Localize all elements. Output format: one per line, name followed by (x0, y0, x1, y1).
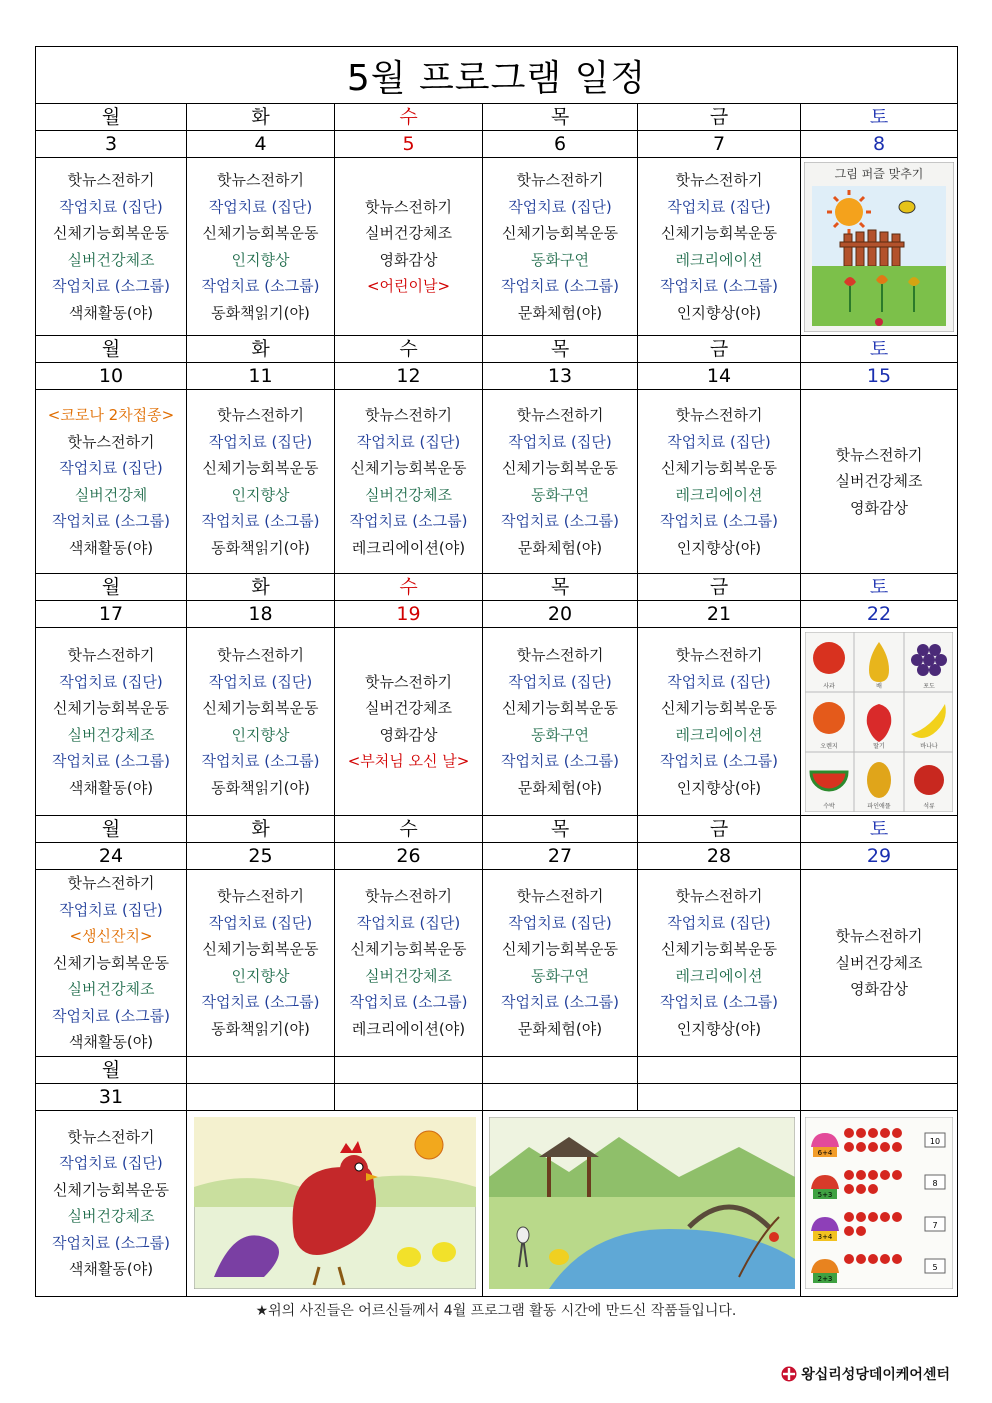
activity-cell (483, 628, 638, 816)
activity-item: 레크리에이션(야) (351, 1019, 466, 1038)
activity-item: 문화체험(야) (517, 1019, 603, 1038)
date-cell: 28 (638, 843, 801, 870)
activity-item: 동화책읽기(야) (211, 303, 310, 322)
activity-item: 작업치료 (집단) (667, 432, 771, 451)
fruit-label: 배 (876, 682, 882, 690)
activity-item: 작업치료 (집단) (508, 672, 612, 691)
activity-item: 작업치료 (소그룹) (52, 1006, 170, 1025)
weekday-header-row (36, 104, 958, 131)
activity-item: 인지향상(야) (676, 538, 762, 557)
weekday-header-row (36, 1056, 958, 1083)
activity-row (36, 870, 958, 1057)
math-sum: 3+4 (817, 1233, 833, 1241)
activity-item: 핫뉴스전하기 (675, 646, 763, 664)
weekday-wed: 수 (335, 336, 483, 363)
activity-cell (36, 628, 187, 816)
activity-item: 문화체험(야) (517, 303, 603, 322)
fruit-label: 오렌지 (820, 742, 838, 750)
date-cell: 13 (483, 363, 638, 390)
weekday-mon: 월 (36, 574, 187, 601)
brand-footer (781, 1364, 950, 1384)
activity-item: 핫뉴스전하기 (835, 927, 923, 945)
activity-item: 작업치료 (소그룹) (660, 993, 778, 1012)
activity-item: 실버건강체조 (835, 472, 923, 491)
date-cell: 12 (335, 363, 483, 390)
weekday-header-row (36, 574, 958, 601)
activity-item: 신체기능회복운동 (661, 224, 777, 242)
activity-cell (638, 158, 801, 336)
activity-item: 실버건강체조 (67, 1207, 155, 1225)
activity-item: 작업치료 (소그룹) (52, 1233, 170, 1252)
fruit-label: 포도 (923, 682, 935, 690)
activity-item: 신체기능회복운동 (202, 940, 319, 959)
activity-cell (335, 158, 483, 336)
activity-item: 핫뉴스전하기 (67, 171, 155, 189)
activity-item: 핫뉴스전하기 (835, 445, 923, 464)
activity-item: 핫뉴스전하기 (217, 646, 304, 664)
date-cell: 27 (483, 843, 638, 870)
activity-cell (638, 870, 801, 1057)
math-answer: 7 (932, 1221, 938, 1230)
weekday-sat: 토 (801, 574, 958, 601)
activity-cell (36, 390, 187, 574)
activity-item: 작업치료 (소그룹) (501, 512, 619, 530)
activity-item: 작업치료 (소그룹) (660, 277, 778, 295)
activity-cell (638, 628, 801, 816)
activity-item: 레크리에이션 (675, 966, 763, 985)
footnote: ★위의 사진들은 어르신들께서 4월 프로그램 활동 시간에 만드신 작품들입니다. (255, 1303, 737, 1319)
activity-item: 동화구연 (531, 485, 589, 504)
activity-item: 문화체험(야) (517, 778, 603, 797)
activity-item: 작업치료 (집단) (667, 197, 771, 216)
activity-item: 작업치료 (소그룹) (201, 277, 320, 295)
math-sum: 2+3 (817, 1275, 833, 1283)
activity-item: 신체기능회복운동 (53, 224, 169, 242)
weekday-thu: 목 (483, 574, 638, 601)
activity-item: 인지향상 (231, 966, 290, 985)
activity-item: 영화감상 (379, 250, 438, 269)
activity-item: <코로나 2차접종> (47, 406, 175, 424)
weekday-fri: 금 (638, 104, 801, 131)
weekday-mon: 월 (36, 1056, 187, 1083)
activity-item: 신체기능회복운동 (202, 224, 319, 242)
fruit-label: 바나나 (920, 742, 938, 750)
activity-item: 신체기능회복운동 (350, 459, 467, 477)
activity-item: 동화책읽기(야) (211, 778, 310, 797)
activity-item: 작업치료 (소그룹) (52, 277, 170, 295)
activity-cell (483, 158, 638, 336)
math-artwork-cell (801, 1110, 958, 1296)
activity-item: 실버건강체조 (365, 224, 452, 242)
activity-row (36, 390, 958, 574)
activity-item: 작업치료 (집단) (667, 672, 771, 691)
activity-item: 동화구연 (531, 250, 589, 269)
activity-item: 신체기능회복운동 (502, 940, 618, 959)
activity-item: 작업치료 (소그룹) (501, 993, 619, 1012)
activity-item: 핫뉴스전하기 (67, 1127, 155, 1146)
weekday-wed: 수 (335, 104, 483, 131)
activity-item: 작업치료 (집단) (59, 459, 163, 477)
weekday-header-row (36, 816, 958, 843)
pavilion-artwork-cell (483, 1110, 801, 1296)
activity-item: 실버건강체조 (67, 980, 155, 998)
weekday-tue: 화 (187, 336, 335, 363)
activity-row (36, 158, 958, 336)
fruit-label: 수박 (823, 802, 835, 810)
puzzle-artwork-cell (801, 158, 958, 336)
activity-item: 핫뉴스전하기 (67, 432, 155, 451)
date-cell: 6 (483, 131, 638, 158)
activity-item: 동화구연 (531, 725, 589, 744)
activity-item: 실버건강체조 (365, 966, 452, 985)
activity-item: 핫뉴스전하기 (217, 406, 304, 424)
activity-item: 색채활동(야) (68, 1260, 154, 1278)
activity-cell (801, 390, 958, 574)
date-cell: 3 (36, 131, 187, 158)
activity-item: 동화구연 (531, 966, 589, 985)
chicken-drawing-image (194, 1117, 476, 1289)
weekday-tue: 화 (187, 816, 335, 843)
date-cell: 24 (36, 843, 187, 870)
activity-item: 핫뉴스전하기 (217, 171, 304, 189)
activity-item: 신체기능회복운동 (502, 224, 618, 242)
activity-item: 실버건강체조 (835, 953, 923, 972)
weekday-header-row (36, 336, 958, 363)
date-cell: 21 (638, 601, 801, 628)
activity-item: 실버건강체조 (67, 725, 155, 744)
date-cell: 26 (335, 843, 483, 870)
activity-item: 핫뉴스전하기 (67, 874, 155, 892)
date-cell: 4 (187, 131, 335, 158)
activity-item: 영화감상 (379, 725, 438, 744)
activity-item: 인지향상 (231, 250, 290, 269)
date-cell: 5 (335, 131, 483, 158)
activity-item: 핫뉴스전하기 (675, 171, 763, 189)
activity-item: 실버건강체조 (67, 250, 155, 269)
weekday-mon: 월 (36, 816, 187, 843)
chicken-artwork-cell (187, 1110, 483, 1296)
math-sum: 5+3 (817, 1191, 833, 1199)
weekday-sat: 토 (801, 104, 958, 131)
activity-item: <생신잔치> (69, 927, 153, 945)
brand-name: 왕십리성당데이케어센터 (801, 1367, 950, 1383)
flower-puzzle-image (804, 162, 954, 332)
activity-item: 작업치료 (소그룹) (201, 512, 320, 530)
activity-item: 작업치료 (집단) (667, 913, 771, 932)
activity-item: 작업치료 (소그룹) (201, 993, 320, 1012)
date-cell: 18 (187, 601, 335, 628)
date-cell: 15 (801, 363, 958, 390)
weekday-tue: 화 (187, 574, 335, 601)
activity-item: 작업치료 (집단) (356, 913, 461, 932)
activity-item: 신체기능회복운동 (661, 940, 777, 959)
activity-cell (36, 870, 187, 1057)
date-cell: 10 (36, 363, 187, 390)
weekday-thu: 목 (483, 336, 638, 363)
date-row (36, 601, 958, 628)
fruit-label: 딸기 (873, 742, 885, 750)
activity-row (36, 628, 958, 816)
activity-item: 작업치료 (소그룹) (660, 512, 778, 530)
activity-item: 핫뉴스전하기 (675, 887, 763, 906)
date-cell: 20 (483, 601, 638, 628)
activity-item: 인지향상 (231, 485, 290, 504)
activity-item: 작업치료 (소그룹) (349, 993, 468, 1012)
activity-cell (187, 390, 335, 574)
activity-item: 작업치료 (집단) (508, 197, 612, 216)
activity-item: 핫뉴스전하기 (365, 672, 452, 691)
activity-item: 신체기능회복운동 (502, 699, 618, 717)
activity-cell (187, 158, 335, 336)
date-cell: 25 (187, 843, 335, 870)
activity-item: 레크리에이션 (675, 250, 763, 269)
date-cell: 19 (335, 601, 483, 628)
math-answer: 10 (929, 1137, 941, 1146)
pavilion-drawing-image (489, 1117, 795, 1289)
fruit-coloring-image (805, 632, 953, 812)
activity-item: 실버건강체조 (365, 485, 452, 504)
activity-cell (36, 1110, 187, 1296)
activity-item: 작업치료 (소그룹) (501, 277, 619, 295)
fruit-label: 석류 (923, 802, 935, 810)
activity-item: 신체기능회복운동 (661, 699, 777, 717)
activity-item: 핫뉴스전하기 (516, 646, 604, 664)
activity-cell (483, 870, 638, 1057)
activity-cell (801, 870, 958, 1057)
activity-item: 인지향상(야) (676, 303, 762, 322)
schedule-table (35, 46, 958, 1297)
activity-item: 핫뉴스전하기 (365, 197, 452, 216)
date-cell: 22 (801, 601, 958, 628)
activity-item: 핫뉴스전하기 (675, 406, 763, 424)
activity-item: 작업치료 (집단) (208, 913, 313, 932)
activity-item: 인지향상 (231, 725, 290, 744)
activity-item: 신체기능회복운동 (350, 940, 467, 959)
activity-item: 작업치료 (소그룹) (201, 752, 320, 770)
activity-cell (187, 870, 335, 1057)
activity-item: 작업치료 (소그룹) (501, 752, 619, 770)
activity-item: <부처님 오신 날> (347, 752, 470, 770)
activity-item: 인지향상(야) (676, 1019, 762, 1038)
date-cell: 11 (187, 363, 335, 390)
activity-item: 작업치료 (집단) (356, 432, 461, 451)
activity-item: 핫뉴스전하기 (516, 887, 604, 906)
activity-item: 동화책읽기(야) (211, 538, 310, 557)
weekday-wed: 수 (335, 574, 483, 601)
activity-item: 핫뉴스전하기 (217, 887, 304, 906)
weekday-tue: 화 (187, 104, 335, 131)
activity-item: 핫뉴스전하기 (67, 646, 155, 664)
activity-cell (36, 158, 187, 336)
date-cell: 31 (36, 1083, 187, 1110)
activity-item: 신체기능회복운동 (202, 699, 319, 717)
weekday-wed: 수 (335, 816, 483, 843)
activity-item: 색채활동(야) (68, 1033, 154, 1051)
activity-item: 핫뉴스전하기 (365, 406, 452, 424)
activity-item: 작업치료 (소그룹) (52, 752, 170, 770)
activity-item: 색채활동(야) (68, 538, 154, 557)
weekday-mon: 월 (36, 336, 187, 363)
activity-item: 색채활동(야) (68, 778, 154, 797)
weekday-fri: 금 (638, 816, 801, 843)
activity-cell (335, 628, 483, 816)
activity-item: 색채활동(야) (68, 303, 154, 322)
weekday-sat: 토 (801, 336, 958, 363)
activity-item: 영화감상 (850, 980, 908, 998)
activity-item: 작업치료 (집단) (208, 432, 313, 451)
activity-item: 신체기능회복운동 (661, 459, 777, 477)
activity-item: 작업치료 (소그룹) (52, 512, 170, 530)
activity-item: 신체기능회복운동 (53, 1180, 169, 1199)
activity-item: 레크리에이션 (675, 725, 763, 744)
activity-item: 작업치료 (집단) (59, 197, 163, 216)
weekday-mon: 월 (36, 104, 187, 131)
weekday-thu: 목 (483, 816, 638, 843)
weekday-sat: 토 (801, 816, 958, 843)
activity-item: 문화체험(야) (517, 538, 603, 557)
date-row (36, 131, 958, 158)
math-answer: 8 (932, 1179, 938, 1188)
activity-item: 신체기능회복운동 (53, 699, 169, 717)
date-cell: 17 (36, 601, 187, 628)
activity-item: 동화책읽기(야) (211, 1019, 310, 1038)
date-cell: 8 (801, 131, 958, 158)
activity-item: 작업치료 (집단) (508, 913, 612, 932)
activity-row (36, 1110, 958, 1296)
date-cell: 29 (801, 843, 958, 870)
date-cell: 14 (638, 363, 801, 390)
activity-item: <어린이날> (366, 277, 451, 295)
activity-item: 핫뉴스전하기 (516, 406, 604, 424)
activity-item: 작업치료 (집단) (59, 672, 163, 691)
math-counting-image (805, 1117, 953, 1289)
activity-item: 레크리에이션 (675, 485, 763, 504)
activity-cell (335, 870, 483, 1057)
activity-item: 레크리에이션(야) (351, 538, 466, 557)
activity-item: 핫뉴스전하기 (516, 171, 604, 189)
activity-item: 작업치료 (집단) (208, 197, 313, 216)
date-row (36, 363, 958, 390)
date-row (36, 1083, 958, 1110)
activity-item: 신체기능회복운동 (202, 459, 319, 477)
activity-item: 신체기능회복운동 (502, 459, 618, 477)
fruit-artwork-cell (801, 628, 958, 816)
fruit-label: 파인애플 (867, 802, 891, 810)
date-row (36, 843, 958, 870)
weekday-fri: 금 (638, 336, 801, 363)
activity-item: 실버건강체조 (365, 699, 452, 717)
activity-item: 영화감상 (850, 498, 908, 517)
weekday-fri: 금 (638, 574, 801, 601)
date-cell: 7 (638, 131, 801, 158)
activity-item: 작업치료 (집단) (508, 432, 612, 451)
math-answer: 5 (932, 1263, 938, 1272)
activity-item: 작업치료 (소그룹) (349, 512, 468, 530)
activity-item: 작업치료 (집단) (208, 672, 313, 691)
activity-cell (187, 628, 335, 816)
math-sum: 6+4 (817, 1149, 833, 1157)
activity-item: 핫뉴스전하기 (365, 887, 452, 906)
activity-cell (335, 390, 483, 574)
activity-item: 인지향상(야) (676, 778, 762, 797)
activity-cell (638, 390, 801, 574)
activity-item: 실버건강체 (74, 485, 148, 504)
page-title: 5월 프로그램 일정 (36, 47, 958, 104)
activity-item: 작업치료 (집단) (59, 1154, 163, 1172)
activity-item: 작업치료 (소그룹) (660, 752, 778, 770)
puzzle-caption: 그림 퍼즐 맞추기 (834, 166, 924, 181)
activity-item: 신체기능회복운동 (53, 953, 169, 972)
fruit-label: 사과 (823, 682, 835, 690)
activity-item: 작업치료 (집단) (59, 900, 163, 919)
catholic-cross-logo-icon (781, 1366, 797, 1382)
activity-cell (483, 390, 638, 574)
weekday-thu: 목 (483, 104, 638, 131)
